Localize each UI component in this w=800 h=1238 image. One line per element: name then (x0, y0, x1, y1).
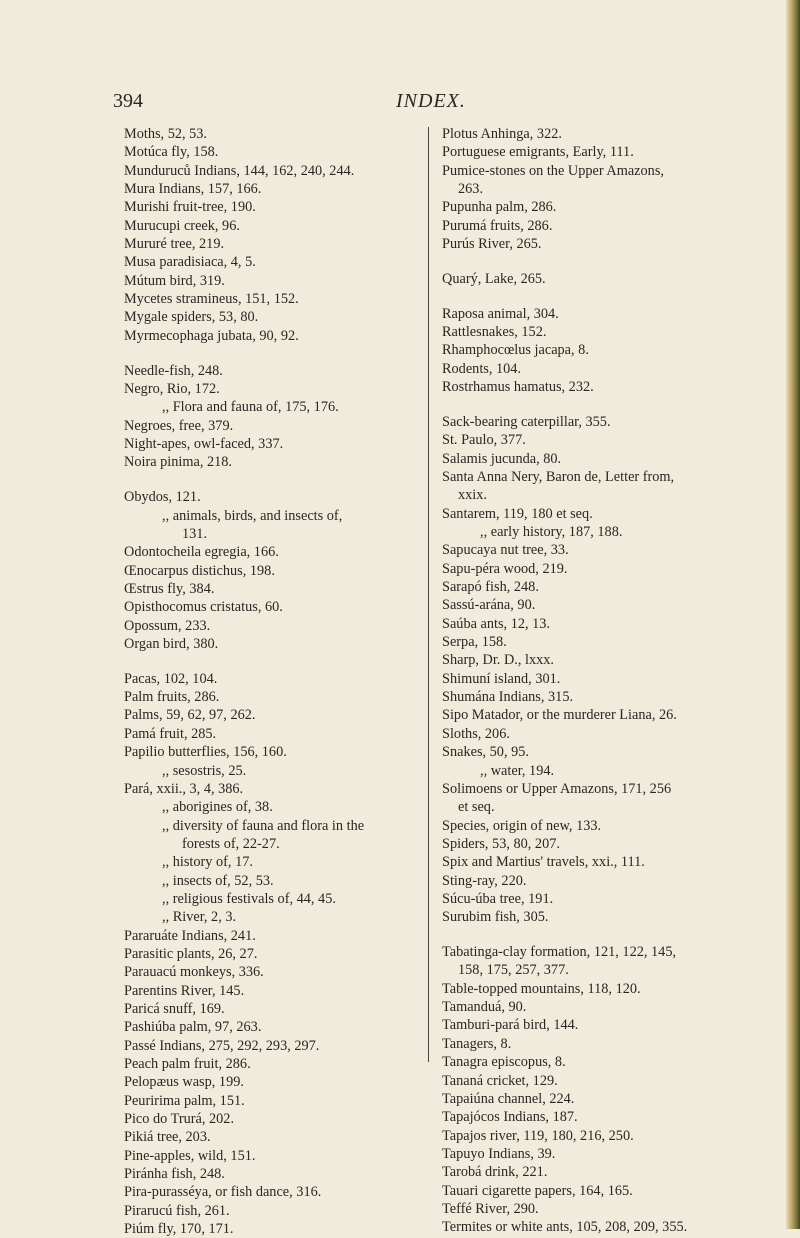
index-entry (442, 688, 782, 706)
index-entry-text: Tauari cigarette papers, 164, 165. (442, 1182, 633, 1199)
index-entry-text: Pira-purasséya, or fish dance, 316. (124, 1184, 322, 1201)
index-entry-text: Obydos, 121. (124, 489, 201, 506)
index-entry (124, 1202, 424, 1220)
index-entry-text: Peach palm fruit, 286. (124, 1056, 251, 1072)
index-entry (124, 253, 424, 271)
index-entry-text: Purús River, 265. (442, 236, 542, 253)
index-entry (124, 635, 424, 653)
index-entry-text: Papilio butterflies, 156, 160. (124, 744, 287, 761)
index-entry-text: Pararuáte Indians, 241. (124, 927, 256, 944)
index-entry-text: Spix and Martius' travels, xxi., 111. (442, 854, 645, 871)
index-entry (124, 688, 424, 706)
index-entry-text: Santarem, 119, 180 et seq. (442, 505, 593, 522)
index-entry (124, 488, 424, 506)
index-subentry (442, 523, 782, 541)
index-entry-text: Tabatinga-clay formation, 121, 122, 145, (442, 944, 677, 961)
index-entry-text: Tanagra episcopus, 8. (442, 1054, 566, 1071)
index-entry (442, 835, 782, 853)
index-entry-text: Mútum bird, 319. (124, 272, 225, 289)
index-entry (124, 543, 424, 561)
index-entry (124, 380, 424, 398)
index-entry (124, 453, 424, 471)
index-entry (124, 1055, 424, 1073)
index-entry-text: Odontocheila egregia, 166. (124, 544, 279, 561)
index-entry-text: Santa Anna Nery, Baron de, Letter from, (442, 469, 675, 485)
index-entry (124, 362, 424, 380)
index-entry-text: ,, River, 2, 3. (162, 909, 237, 926)
index-entry (442, 817, 782, 835)
index-entry-text: Mycetes stramineus, 151, 152. (124, 291, 299, 308)
index-entry-text: Portuguese emigrants, Early, 111. (442, 144, 634, 161)
index-entry (442, 853, 782, 871)
index-entry-text: Opisthocomus cristatus, 60. (124, 599, 283, 616)
index-entry (124, 125, 424, 143)
index-entry-text: Sapu-péra wood, 219. (442, 560, 568, 577)
index-subentry (124, 872, 424, 890)
index-entry-text: Purumá fruits, 286. (442, 217, 553, 234)
index-entry (442, 780, 782, 817)
index-column-left (124, 125, 424, 1238)
index-entry-text: Œstrus fly, 384. (124, 580, 215, 597)
index-subentry (124, 890, 424, 908)
index-entry (442, 670, 782, 688)
index-entry-text: Pumice-stones on the Upper Amazons, (442, 162, 664, 179)
index-subentry (442, 762, 782, 780)
index-entry (442, 1127, 782, 1145)
index-entry-text: ,, water, 194. (480, 762, 555, 779)
index-entry (442, 706, 782, 724)
index-entry-text: Pelopæus wasp, 199. (124, 1074, 244, 1091)
index-entry (442, 890, 782, 908)
index-entry-text: Raposa animal, 304. (442, 305, 559, 322)
index-entry-text: ,, religious festivals of, 44, 45. (162, 890, 336, 907)
index-entry (442, 235, 782, 253)
index-entry-text: Peuririma palm, 151. (124, 1092, 245, 1109)
index-entry-text: Palms, 59, 62, 97, 262. (124, 707, 256, 724)
index-entry-text: Noira pinima, 218. (124, 454, 233, 471)
index-entry-text: Mura Indians, 157, 166. (124, 181, 262, 198)
index-entry-text: Saúba ants, 12, 13. (442, 615, 551, 632)
index-entry (442, 633, 782, 651)
index-entry-text: Pamá fruit, 285. (124, 725, 217, 742)
index-entry-text: Palm fruits, 286. (124, 689, 220, 706)
index-entry (124, 143, 424, 161)
index-entry-continuation: 131. (182, 525, 208, 542)
index-entry-text: Mururé tree, 219. (124, 236, 225, 253)
index-entry-text: Tapajócos Indians, 187. (442, 1109, 578, 1126)
index-entry-text: Piránha fish, 248. (124, 1166, 225, 1183)
running-title: INDEX. (396, 90, 466, 112)
index-entry (442, 270, 782, 288)
index-entry-text: Parasitic plants, 26, 27. (124, 945, 258, 962)
index-entry (124, 598, 424, 616)
index-entry-text: Sarapó fish, 248. (442, 579, 539, 596)
index-entry-continuation: 158, 175, 257, 377. (458, 962, 569, 979)
index-entry-text: Rodents, 104. (442, 360, 522, 377)
index-entry-text: Serpa, 158. (442, 634, 507, 651)
index-entry-text: Myrmecophaga jubata, 90, 92. (124, 327, 299, 344)
index-entry (442, 305, 782, 323)
index-entry (442, 1090, 782, 1108)
index-entry-text: ,, early history, 187, 188. (480, 524, 623, 541)
index-entry (442, 125, 782, 143)
index-entry (442, 541, 782, 559)
index-entry (442, 1218, 782, 1236)
index-entry (442, 998, 782, 1016)
index-entry-text: ,, animals, birds, and insects of, (162, 507, 343, 524)
index-entry (124, 1037, 424, 1055)
index-entry-text: Spiders, 53, 80, 207. (442, 835, 560, 852)
index-entry (442, 1035, 782, 1053)
index-entry-text: Negroes, free, 379. (124, 417, 234, 434)
index-entry (124, 290, 424, 308)
index-entry-text: Parentins River, 145. (124, 982, 245, 999)
index-entry-text: Passé Indians, 275, 292, 293, 297. (124, 1037, 320, 1054)
index-entry-text: Pashiúba palm, 97, 263. (124, 1019, 262, 1036)
index-entry (124, 180, 424, 198)
index-entry (124, 982, 424, 1000)
index-entry (442, 1200, 782, 1218)
index-entry-text: ,, insects of, 52, 53. (162, 872, 274, 889)
index-entry-text: Negro, Rio, 172. (124, 380, 220, 397)
index-entry-text: Pará, xxii., 3, 4, 386. (124, 780, 244, 797)
index-entry (442, 1053, 782, 1071)
index-entry (124, 327, 424, 345)
index-entry-text: Needle-fish, 248. (124, 362, 223, 379)
index-entry (124, 670, 424, 688)
index-entry-text: Parauacú monkeys, 336. (124, 964, 264, 981)
index-entry-text: Pico do Trurá, 202. (124, 1111, 235, 1128)
index-column-right (442, 125, 782, 1237)
index-entry-text: Opossum, 233. (124, 617, 211, 634)
index-entry-text: ,, Flora and fauna of, 175, 176. (162, 399, 339, 416)
index-entry-text: Tapuyo Indians, 39. (442, 1145, 556, 1162)
index-entry-text: Œnocarpus distichus, 198. (124, 562, 275, 579)
index-entry-text: Tanagers, 8. (442, 1035, 512, 1052)
index-entry-text: Pupunha palm, 286. (442, 199, 557, 216)
page-number: 394 (113, 90, 143, 112)
index-entry (124, 435, 424, 453)
index-entry-text: Rhamphocœlus jacapa, 8. (442, 342, 589, 359)
index-entry-continuation: 263. (458, 181, 484, 198)
index-entry-text: Murishi fruit-tree, 190. (124, 199, 256, 216)
index-entry-text: Shumána Indians, 315. (442, 689, 574, 706)
index-subentry (124, 507, 424, 544)
index-entry (124, 235, 424, 253)
index-entry-text: Termites or white ants, 105, 208, 209, 355. (442, 1219, 688, 1236)
index-entry-text: Table-topped mountains, 118, 120. (442, 980, 641, 997)
index-entry (124, 1000, 424, 1018)
index-entry (442, 943, 782, 980)
index-subentry (124, 762, 424, 780)
index-entry (442, 378, 782, 396)
index-entry (124, 963, 424, 981)
index-entry (442, 143, 782, 161)
index-entry (124, 1165, 424, 1183)
index-entry-text: Tamanduá, 90. (442, 999, 527, 1016)
index-entry (442, 651, 782, 669)
index-entry-text: Sharp, Dr. D., lxxx. (442, 652, 554, 669)
index-entry (124, 945, 424, 963)
index-entry (442, 596, 782, 614)
index-subentry (124, 817, 424, 854)
index-entry (124, 725, 424, 743)
index-entry-text: Motúca fly, 158. (124, 144, 219, 161)
index-entry (124, 1092, 424, 1110)
index-entry-text: Organ bird, 380. (124, 635, 219, 652)
index-subentry (124, 398, 424, 416)
index-entry-text: Murucupi creek, 96. (124, 217, 240, 234)
index-entry-text: ,, aborigines of, 38. (162, 799, 273, 816)
index-entry (442, 413, 782, 431)
index-entry (442, 725, 782, 743)
index-entry-text: ,, sesostris, 25. (162, 762, 247, 779)
index-entry-text: Musa paradisiaca, 4, 5. (124, 254, 256, 271)
index-entry (124, 706, 424, 724)
index-entry (442, 872, 782, 890)
index-entry (124, 308, 424, 326)
index-entry (124, 417, 424, 435)
index-entry-text: Tapaiúna channel, 224. (442, 1090, 575, 1107)
page-header (113, 90, 773, 120)
index-entry-text: ,, diversity of fauna and flora in the (162, 817, 365, 834)
index-entry (442, 1016, 782, 1034)
index-entry (124, 198, 424, 216)
index-entry (442, 743, 782, 761)
index-entry-text: Pirarucú fish, 261. (124, 1202, 230, 1219)
index-entry-continuation: et seq. (458, 799, 495, 816)
index-entry-text: Quarý, Lake, 265. (442, 270, 546, 287)
index-entry (442, 162, 782, 199)
index-entry (124, 780, 424, 798)
index-entry (124, 1128, 424, 1146)
page-edge (786, 0, 800, 1229)
index-entry (124, 1147, 424, 1165)
index-entry-text: Súcu-úba tree, 191. (442, 890, 554, 907)
index-entry-text: Sapucaya nut tree, 33. (442, 542, 569, 559)
index-entry-text: Surubim fish, 305. (442, 909, 549, 926)
column-divider (428, 127, 429, 1062)
index-entry (124, 272, 424, 290)
index-entry (124, 580, 424, 598)
index-entry-text: Teffé River, 290. (442, 1200, 539, 1217)
index-entry-text: Pacas, 102, 104. (124, 670, 218, 687)
index-entry-text: Sassú-arána, 90. (442, 597, 536, 614)
index-entry (124, 1183, 424, 1201)
index-entry (442, 1163, 782, 1181)
index-entry (442, 578, 782, 596)
index-entry (442, 323, 782, 341)
index-entry (442, 341, 782, 359)
index-entry (124, 1018, 424, 1036)
index-entry (124, 217, 424, 235)
index-entry-text: Tamburi-pará bird, 144. (442, 1017, 579, 1034)
index-entry-text: Species, origin of new, 133. (442, 817, 602, 834)
index-entry-text: Mygale spiders, 53, 80. (124, 309, 259, 326)
index-entry-continuation: xxix. (458, 487, 487, 504)
index-subentry (124, 853, 424, 871)
index-entry (442, 1072, 782, 1090)
index-entry (124, 743, 424, 761)
index-entry-text: Shimuní island, 301. (442, 670, 561, 687)
index-entry-text: Rattlesnakes, 152. (442, 324, 547, 341)
index-entry (442, 217, 782, 235)
index-entry (442, 1145, 782, 1163)
index-entry-text: Tananá cricket, 129. (442, 1072, 558, 1089)
index-entry-text: Rostrhamus hamatus, 232. (442, 379, 594, 396)
index-entry (124, 1220, 424, 1238)
index-entry (442, 1182, 782, 1200)
index-entry-text: Piúm fly, 170, 171. (124, 1221, 234, 1238)
index-entry-text: Salamis jucunda, 80. (442, 450, 562, 467)
index-entry-text: Sting-ray, 220. (442, 872, 527, 889)
index-entry (442, 431, 782, 449)
index-entry-text: St. Paulo, 377. (442, 432, 526, 449)
index-entry-text: Tarobá drink, 221. (442, 1164, 548, 1181)
index-entry-text: Moths, 52, 53. (124, 126, 208, 142)
index-entry (124, 1073, 424, 1091)
index-entry (442, 980, 782, 998)
index-subentry (124, 798, 424, 816)
index-entry (124, 927, 424, 945)
index-entry (442, 468, 782, 505)
index-entry (442, 198, 782, 216)
index-entry (442, 560, 782, 578)
index-entry (124, 162, 424, 180)
index-entry (442, 505, 782, 523)
index-entry-text: Snakes, 50, 95. (442, 744, 529, 761)
index-entry-text: Night-apes, owl-faced, 337. (124, 436, 284, 452)
index-entry (442, 360, 782, 378)
index-entry (442, 450, 782, 468)
index-entry (124, 562, 424, 580)
index-entry (442, 1108, 782, 1126)
index-entry-text: ,, history of, 17. (162, 854, 253, 871)
index-entry-text: Sipo Matador, or the murderer Liana, 26. (442, 707, 677, 724)
index-entry-text: Pikiá tree, 203. (124, 1129, 211, 1146)
index-entry-text: Solimoens or Upper Amazons, 171, 256 (442, 780, 672, 797)
index-entry-text: Plotus Anhinga, 322. (442, 126, 562, 142)
index-entry-text: Sack-bearing caterpillar, 355. (442, 413, 611, 430)
index-entry (442, 615, 782, 633)
index-entry-continuation: forests of, 22-27. (182, 835, 280, 852)
index-entry-text: Sloths, 206. (442, 725, 510, 742)
index-entry-text: Tapajos river, 119, 180, 216, 250. (442, 1127, 634, 1144)
index-entry (442, 908, 782, 926)
index-entry (124, 1110, 424, 1128)
index-entry-text: Paricá snuff, 169. (124, 1000, 225, 1017)
index-entry (124, 617, 424, 635)
index-subentry (124, 908, 424, 926)
index-entry-text: Munduruců Indians, 144, 162, 240, 244. (124, 162, 355, 179)
index-entry-text: Pine-apples, wild, 151. (124, 1147, 256, 1164)
